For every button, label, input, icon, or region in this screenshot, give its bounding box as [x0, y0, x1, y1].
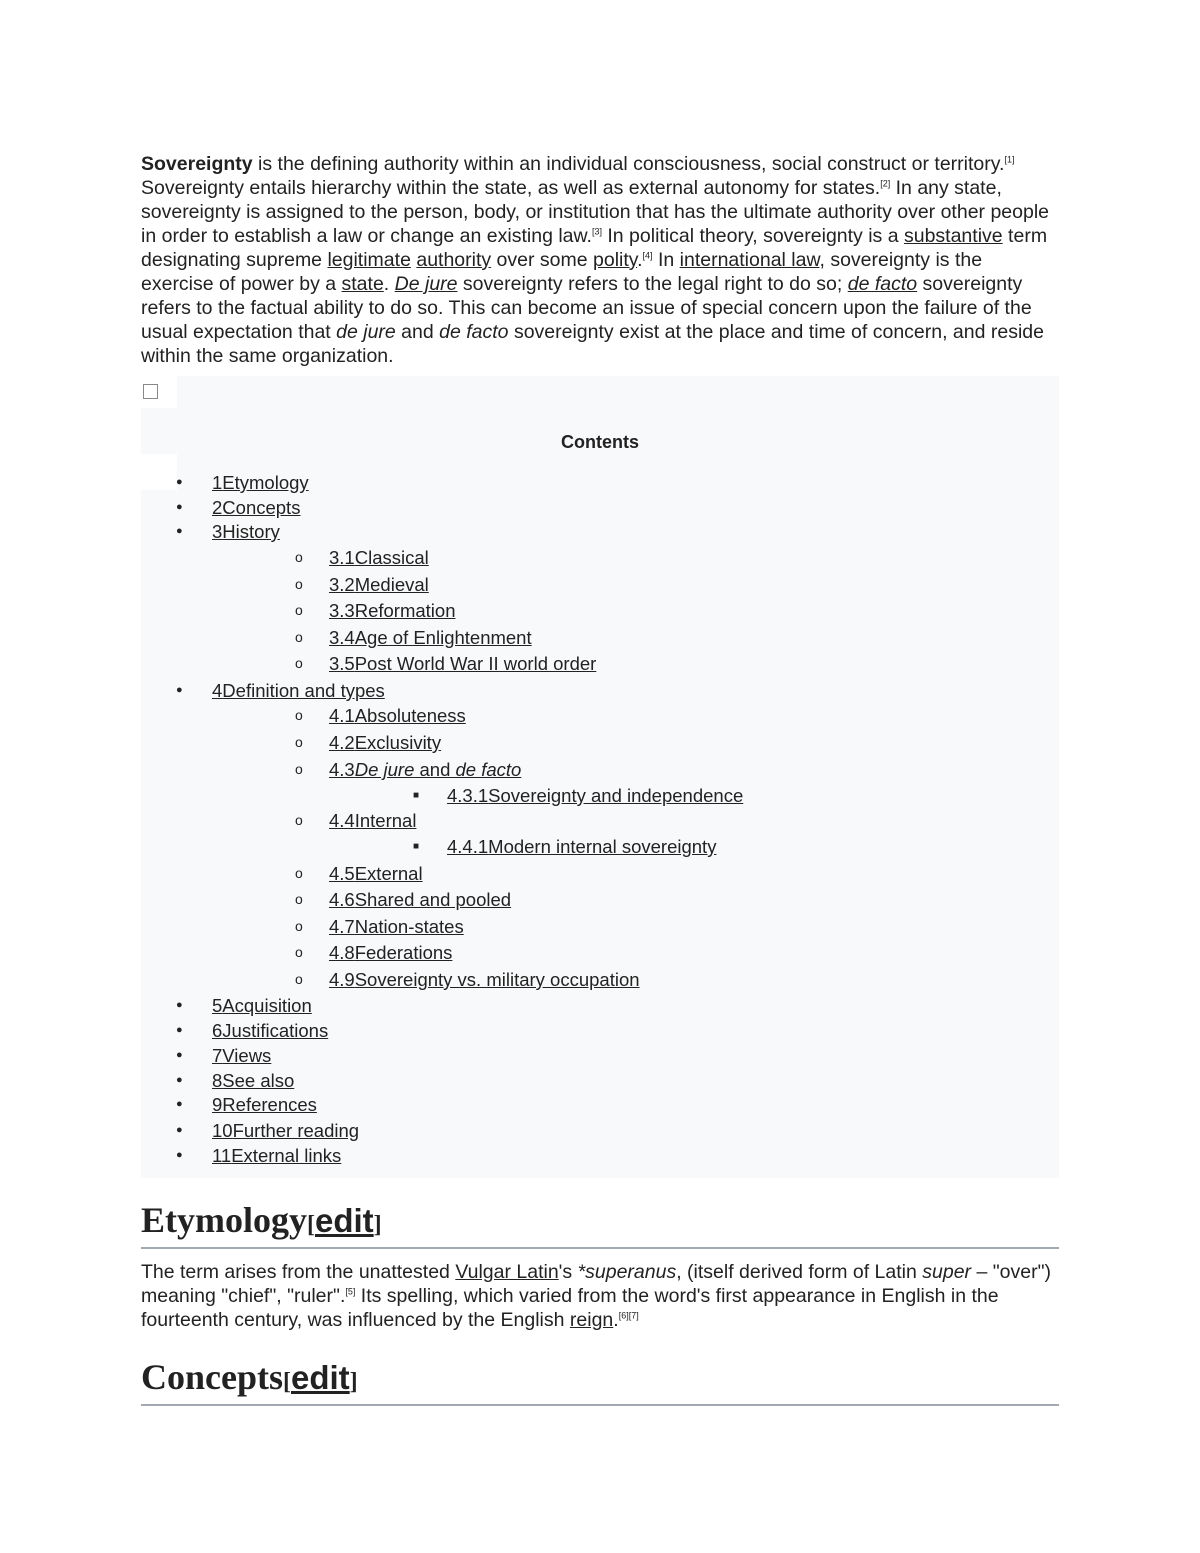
toc-link[interactable]: [329, 547, 429, 568]
link-de-jure[interactable]: De jure: [394, 273, 458, 295]
toc-link[interactable]: [329, 705, 466, 726]
toc-number: 3.2: [329, 574, 355, 595]
toc-text: and: [414, 759, 456, 780]
toc-link[interactable]: [212, 1045, 271, 1066]
toc-text: Etymology: [222, 472, 309, 493]
toc-item: [176, 995, 312, 1017]
toc-number: 4.4.1: [447, 836, 489, 857]
toc-number: 3.1: [329, 547, 355, 568]
toc-text: Views: [222, 1045, 272, 1066]
etymology-heading: [141, 1200, 1059, 1249]
toc-text: Absoluteness: [354, 705, 466, 726]
toc-item: [413, 785, 744, 807]
toc-toggle[interactable]: [141, 376, 177, 408]
toc-item: [295, 600, 456, 622]
toc-item: [176, 1045, 272, 1067]
intro-text: .: [637, 249, 643, 271]
bullet-icon: ●: [176, 684, 183, 696]
toc-link[interactable]: [329, 863, 423, 884]
bullet-icon: ●: [176, 1098, 183, 1110]
link-authority[interactable]: authority: [416, 249, 492, 271]
italic-de-jure: de jure: [336, 321, 396, 343]
bullet-icon: ■: [413, 790, 420, 801]
bold-term: Sovereignty: [141, 153, 253, 175]
toc-item: [295, 732, 442, 754]
toc-number: 3.5: [329, 653, 355, 674]
bullet-icon: ●: [176, 1049, 183, 1061]
toc-text: De jure: [354, 759, 415, 780]
table-of-contents: [141, 376, 1059, 1178]
toc-item: [176, 521, 280, 543]
toc-link[interactable]: [329, 889, 511, 910]
toc-text: Definition and types: [222, 680, 385, 701]
bullet-icon: o: [295, 629, 303, 645]
toc-number: 4.3: [329, 759, 355, 780]
bullet-icon: ●: [176, 1074, 183, 1086]
toc-item: [176, 472, 309, 494]
intro-text: and: [395, 321, 440, 343]
toc-text: History: [222, 521, 280, 542]
article-body: [141, 152, 1059, 1406]
intro-text: In any state, sovereignty is assigned to the person, body, or institution that has the ultimate authority over other people in order to establish a law or change an existing law.: [141, 177, 1050, 247]
toc-link[interactable]: [329, 600, 455, 621]
bullet-icon: ●: [176, 1124, 183, 1136]
citation-1[interactable]: [1]: [1004, 154, 1015, 165]
toc-link[interactable]: [212, 995, 312, 1016]
toc-number: 10: [212, 1120, 233, 1141]
toc-text: Exclusivity: [354, 732, 442, 753]
toc-item: [176, 1070, 295, 1092]
intro-text: Sovereignty entails hierarchy within the state, as well as external autonomy for states.: [141, 177, 881, 199]
toc-text: Age of Enlightenment: [354, 627, 532, 648]
intro-paragraph: [141, 152, 1059, 368]
italic-super: super: [922, 1261, 972, 1283]
bullet-icon: o: [295, 918, 303, 934]
toc-number: 4.4: [329, 810, 355, 831]
toc-link[interactable]: [329, 916, 464, 937]
toc-number: 3: [212, 521, 223, 542]
link-international-law[interactable]: international law: [679, 249, 820, 271]
toc-checkbox[interactable]: [143, 384, 158, 399]
bullet-icon: o: [295, 655, 303, 671]
toc-item: [176, 497, 301, 519]
toc-link[interactable]: [329, 732, 441, 753]
toc-text: Internal: [354, 810, 417, 831]
italic-superanus: *superanus: [577, 1261, 677, 1283]
etymology-text: The term arises from the unattested: [141, 1261, 456, 1283]
toc-number: 5: [212, 995, 223, 1016]
italic-de-facto: de facto: [439, 321, 509, 343]
bullet-icon: o: [295, 812, 303, 828]
toc-link[interactable]: [212, 521, 280, 542]
toc-item: [295, 705, 466, 727]
toc-item: [295, 916, 464, 938]
bullet-icon: o: [295, 734, 303, 750]
citation-2[interactable]: [2]: [880, 178, 891, 189]
toc-text: Concepts: [222, 497, 301, 518]
toc-text: de facto: [455, 759, 522, 780]
toc-text: Acquisition: [222, 995, 312, 1016]
intro-text: is the defining authority within an individual consciousness, social construct or territory.: [252, 153, 1005, 175]
toc-item: [176, 1094, 317, 1116]
etymology-text: 's: [558, 1261, 578, 1283]
citation-5[interactable]: [5]: [345, 1286, 356, 1297]
toc-item: [176, 680, 385, 702]
bracket-open: [: [307, 1212, 315, 1238]
bullet-icon: ●: [176, 999, 183, 1011]
toc-link[interactable]: [329, 653, 596, 674]
bullet-icon: ●: [176, 525, 183, 537]
toc-link[interactable]: [329, 759, 521, 780]
toc-link[interactable]: [329, 810, 416, 831]
toc-text: Federations: [354, 942, 453, 963]
toc-item: [295, 889, 512, 911]
toc-item: [413, 836, 717, 858]
citation-4[interactable]: [4]: [642, 250, 653, 261]
toc-text: References: [222, 1094, 317, 1115]
toc-item: [176, 1120, 360, 1142]
toc-link[interactable]: [212, 1120, 359, 1141]
toc-text: External links: [231, 1145, 342, 1166]
etymology-paragraph: [141, 1260, 1059, 1332]
link-polity[interactable]: polity: [593, 249, 638, 271]
intro-text: .: [383, 273, 395, 295]
toc-link[interactable]: [212, 1070, 294, 1091]
intro-text: , sovereignty is the exercise of power by a: [141, 249, 983, 295]
intro-text: sovereignty refers to the factual ability to do so. This can become an issue of special concern upon the failure of the usual expectation that: [141, 273, 1032, 343]
toc-item: [295, 627, 532, 649]
toc-number: 4.2: [329, 732, 355, 753]
toc-text: Medieval: [354, 574, 429, 595]
etymology-text: – "over") meaning "chief", "ruler".: [141, 1261, 1051, 1307]
bracket-close: ]: [373, 1212, 382, 1238]
toc-number: 4.7: [329, 916, 355, 937]
bullet-icon: o: [295, 944, 303, 960]
bullet-icon: o: [295, 576, 303, 592]
heading-text: Etymology: [141, 1200, 307, 1240]
toc-link[interactable]: [212, 1145, 341, 1166]
bracket-close: ]: [349, 1369, 358, 1395]
toc-number: 4.9: [329, 969, 355, 990]
bullet-icon: o: [295, 891, 303, 907]
toc-link[interactable]: [329, 942, 452, 963]
concepts-heading: [141, 1357, 1059, 1406]
link-substantive[interactable]: substantive: [903, 225, 1003, 247]
toc-number: 7: [212, 1045, 223, 1066]
toc-text: Justifications: [222, 1020, 329, 1041]
toc-link[interactable]: [329, 969, 640, 990]
toc-number: 1: [212, 472, 223, 493]
bullet-icon: o: [295, 971, 303, 987]
toc-item: [295, 942, 453, 964]
toc-spacer: [141, 454, 177, 490]
toc-number: 4.6: [329, 889, 355, 910]
toc-item: [295, 547, 429, 569]
toc-link[interactable]: [329, 627, 532, 648]
toc-text: Further reading: [232, 1120, 360, 1141]
intro-text: sovereignty exist at the place and time of concern, and reside within the same organization.: [141, 321, 1045, 367]
toc-text: Sovereignty and independence: [488, 785, 744, 806]
etymology-text: Its spelling, which varied from the word's first appearance in English in the fourteenth century, was influenced by the English: [141, 1285, 999, 1331]
toc-text: Nation-states: [354, 916, 464, 937]
toc-item: [176, 1145, 342, 1167]
toc-link[interactable]: [212, 680, 385, 701]
etymology-text: .: [613, 1309, 619, 1331]
toc-item: [295, 969, 640, 991]
bullet-icon: o: [295, 865, 303, 881]
toc-text: Reformation: [354, 600, 456, 621]
toc-link[interactable]: [329, 574, 429, 595]
toc-number: 9: [212, 1094, 223, 1115]
intro-text: sovereignty refers to the legal right to do so;: [457, 273, 848, 295]
bullet-icon: o: [295, 707, 303, 723]
toc-link[interactable]: [212, 1020, 328, 1041]
toc-number: 3.4: [329, 627, 355, 648]
citation-3[interactable]: [3]: [591, 226, 602, 237]
toc-number: 8: [212, 1070, 223, 1091]
toc-text: External: [354, 863, 423, 884]
bullet-icon: o: [295, 761, 303, 777]
toc-item: [295, 759, 522, 781]
toc-text: Shared and pooled: [354, 889, 512, 910]
bullet-icon: ●: [176, 476, 183, 488]
citation-6-7[interactable]: [6][7]: [618, 1310, 639, 1321]
intro-text: term designating supreme: [141, 225, 1048, 271]
toc-number: 2: [212, 497, 223, 518]
toc-title: Contents: [561, 432, 639, 452]
toc-text: See also: [222, 1070, 295, 1091]
toc-number: 3.3: [329, 600, 355, 621]
toc-number: 4: [212, 680, 223, 701]
link-state[interactable]: state: [341, 273, 384, 295]
toc-item: [295, 574, 429, 596]
link-reign[interactable]: reign: [569, 1309, 614, 1331]
toc-text: Sovereignty vs. military occupation: [354, 969, 640, 990]
toc-text: Modern internal sovereignty: [488, 836, 717, 857]
toc-link[interactable]: [212, 1094, 317, 1115]
toc-item: [295, 653, 597, 675]
toc-item: [176, 1020, 329, 1042]
toc-item: [295, 863, 423, 885]
bullet-icon: o: [295, 602, 303, 618]
toc-number: 4.8: [329, 942, 355, 963]
toc-number: 4.3.1: [447, 785, 489, 806]
toc-item: [295, 810, 417, 832]
toc-link[interactable]: [212, 497, 300, 518]
toc-link[interactable]: [447, 785, 743, 806]
heading-text: Concepts: [141, 1357, 283, 1397]
toc-text: Post World War II world order: [354, 653, 597, 674]
edit-link[interactable]: edit: [291, 1359, 350, 1396]
toc-link[interactable]: [212, 472, 309, 493]
toc-link[interactable]: [447, 836, 716, 857]
toc-number: 4.1: [329, 705, 355, 726]
bullet-icon: ■: [413, 841, 420, 852]
bullet-icon: ●: [176, 1149, 183, 1161]
intro-text: over some: [491, 249, 594, 271]
toc-text: Classical: [354, 547, 429, 568]
etymology-text: , (itself derived form of Latin: [676, 1261, 923, 1283]
toc-number: 4.5: [329, 863, 355, 884]
link-legitimate[interactable]: legitimate: [327, 249, 411, 271]
link-de-facto[interactable]: de facto: [847, 273, 918, 295]
toc-number: 11: [212, 1145, 232, 1166]
bullet-icon: ●: [176, 1024, 183, 1036]
bullet-icon: ●: [176, 501, 183, 513]
intro-text: In political theory, sovereignty is a: [601, 225, 904, 247]
bullet-icon: o: [295, 549, 303, 565]
link-vulgar-latin[interactable]: Vulgar Latin: [455, 1261, 559, 1283]
toc-number: 6: [212, 1020, 223, 1041]
bracket-open: [: [283, 1369, 291, 1395]
intro-text: In: [652, 249, 680, 271]
edit-link[interactable]: edit: [315, 1202, 374, 1239]
